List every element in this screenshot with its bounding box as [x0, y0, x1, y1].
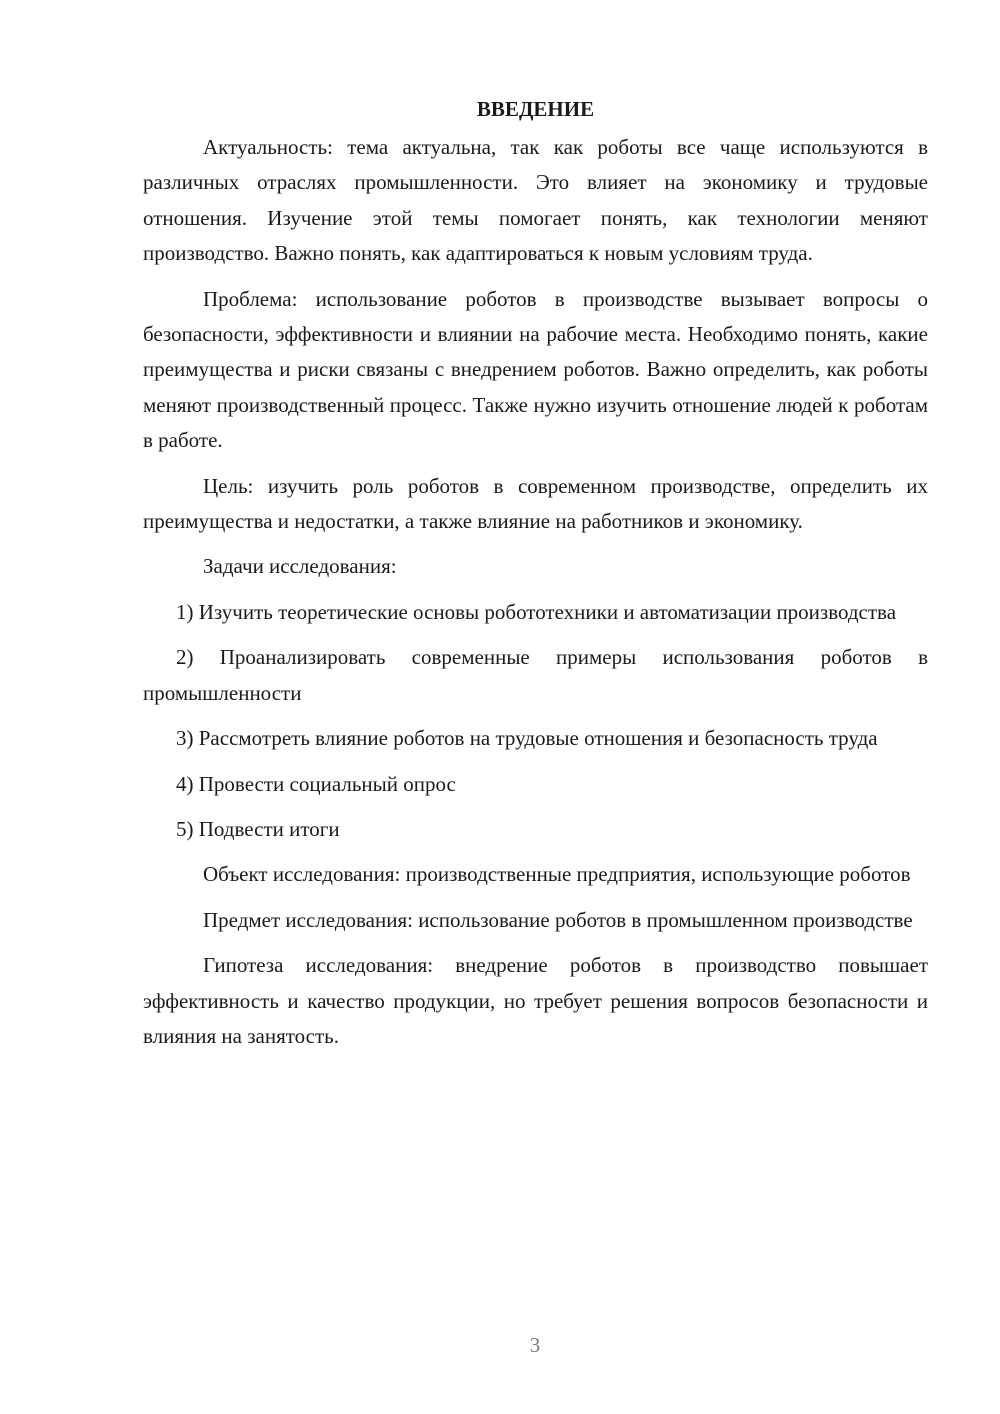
task-item-4: 4) Провести социальный опрос	[176, 771, 456, 796]
document-page	[143, 92, 928, 1054]
task-item-3: 3) Рассмотреть влияние роботов на трудовые отношения и безопасность труда	[176, 726, 878, 751]
hypothesis-paragraph: Гипотеза исследования: внедрение роботов в производство повышает эффективность и качество продукции, но требует решения вопросов безопасности и влияния на занятость.	[143, 953, 928, 1048]
task-item-2: 2) Проанализировать современные примеры использования роботов в промышленности	[143, 645, 928, 705]
subject-paragraph: Предмет исследования: использование роботов в промышленном производстве	[203, 907, 913, 932]
task-item-1: 1) Изучить теоретические основы робототехники и автоматизации производства	[176, 599, 897, 624]
goal-paragraph: Цель: изучить роль роботов в современном производстве, определить их преимущества и недостатки, а также влияние на работников и экономику.	[143, 473, 928, 534]
page-number: 3	[529, 1333, 541, 1357]
tasks-title: Задачи исследования:	[203, 554, 397, 579]
problem-paragraph: Проблема: использование роботов в производстве вызывает вопросы о безопасности, эффективности и влиянии на рабочие места. Необходимо понять, какие преимущества и риски связаны с внедрением роботов. Важно определить, как роботы меняют производственный процесс. Также нужно изучить отношение людей к роботам в работе.	[143, 286, 928, 453]
page-title: ВВЕДЕНИЕ	[476, 97, 595, 121]
relevance-paragraph: Актуальность: тема актуальна, так как роботы все чаще используются в различных отраслях промышленности. Это влияет на экономику и трудовые отношения. Изучение этой темы помогает понять, как технологии меняют производство. Важно понять, как адаптироваться к новым условиям труда.	[143, 135, 928, 266]
object-paragraph: Объект исследования: производственные предприятия, использующие роботов	[203, 862, 911, 887]
task-item-5: 5) Подвести итоги	[176, 816, 340, 841]
